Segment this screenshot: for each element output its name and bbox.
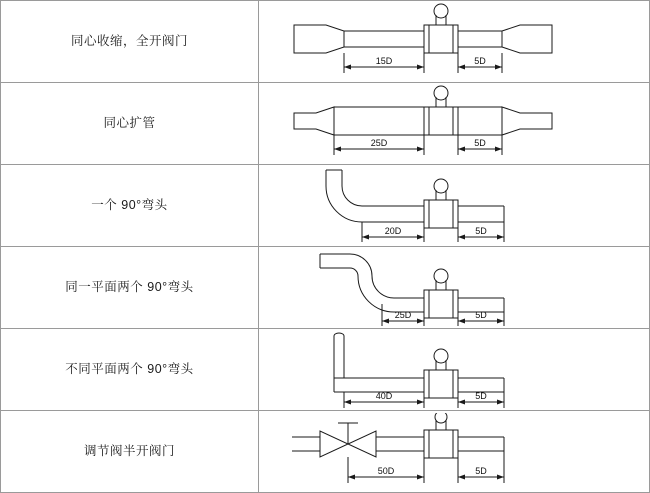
table-row: [1, 329, 649, 411]
row-label-cell: [1, 411, 259, 492]
figure-two-90-elbows-same-plane: [264, 248, 644, 328]
row-label-cell: [1, 83, 259, 164]
figure-concentric-reducer-full-open-valve: [264, 3, 644, 81]
downstream-dimension-label: 5D: [474, 137, 486, 148]
upstream-dimension-label: 25D: [370, 137, 388, 148]
row-label-text: 同心收缩，全开阀门: [70, 33, 188, 48]
table-row: [1, 247, 649, 329]
upstream-dimension-label: 20D: [384, 225, 402, 236]
upstream-dimension-label: 40D: [375, 390, 393, 401]
figure-control-valve-half-open: [264, 413, 644, 491]
row-figure-cell: [259, 165, 649, 246]
upstream-dimension-label: 50D: [377, 465, 395, 476]
row-label-cell: [1, 329, 259, 410]
row-label-text: 调节阀半开阀门: [83, 443, 175, 458]
figure-concentric-expander: [264, 85, 644, 163]
upstream-dimension-label: 15D: [375, 55, 393, 66]
row-figure-cell: [259, 329, 649, 410]
row-label-text: 不同平面两个 90°弯头: [65, 361, 194, 376]
row-label-text: 同一平面两个 90°弯头: [65, 279, 194, 294]
row-label-text: 一个 90°弯头: [91, 197, 168, 212]
row-label-cell: [1, 1, 259, 82]
downstream-dimension-label: 5D: [474, 55, 486, 66]
downstream-dimension-label: 5D: [475, 225, 487, 236]
figure-single-90-elbow: [264, 166, 644, 246]
row-label-cell: [1, 247, 259, 328]
row-figure-cell: [259, 247, 649, 328]
row-label-cell: [1, 165, 259, 246]
downstream-dimension-label: 5D: [475, 465, 487, 476]
downstream-dimension-label: 5D: [475, 309, 487, 320]
row-figure-cell: [259, 83, 649, 164]
table-row: [1, 411, 649, 493]
table-row: [1, 1, 649, 83]
row-label-text: 同心扩管: [103, 115, 156, 130]
row-figure-cell: [259, 1, 649, 82]
downstream-dimension-label: 5D: [475, 390, 487, 401]
table-row: [1, 165, 649, 247]
row-figure-cell: [259, 411, 649, 492]
table-row: [1, 83, 649, 165]
figure-two-90-elbows-different-plane: [264, 330, 644, 410]
upstream-dimension-label: 25D: [394, 309, 412, 320]
